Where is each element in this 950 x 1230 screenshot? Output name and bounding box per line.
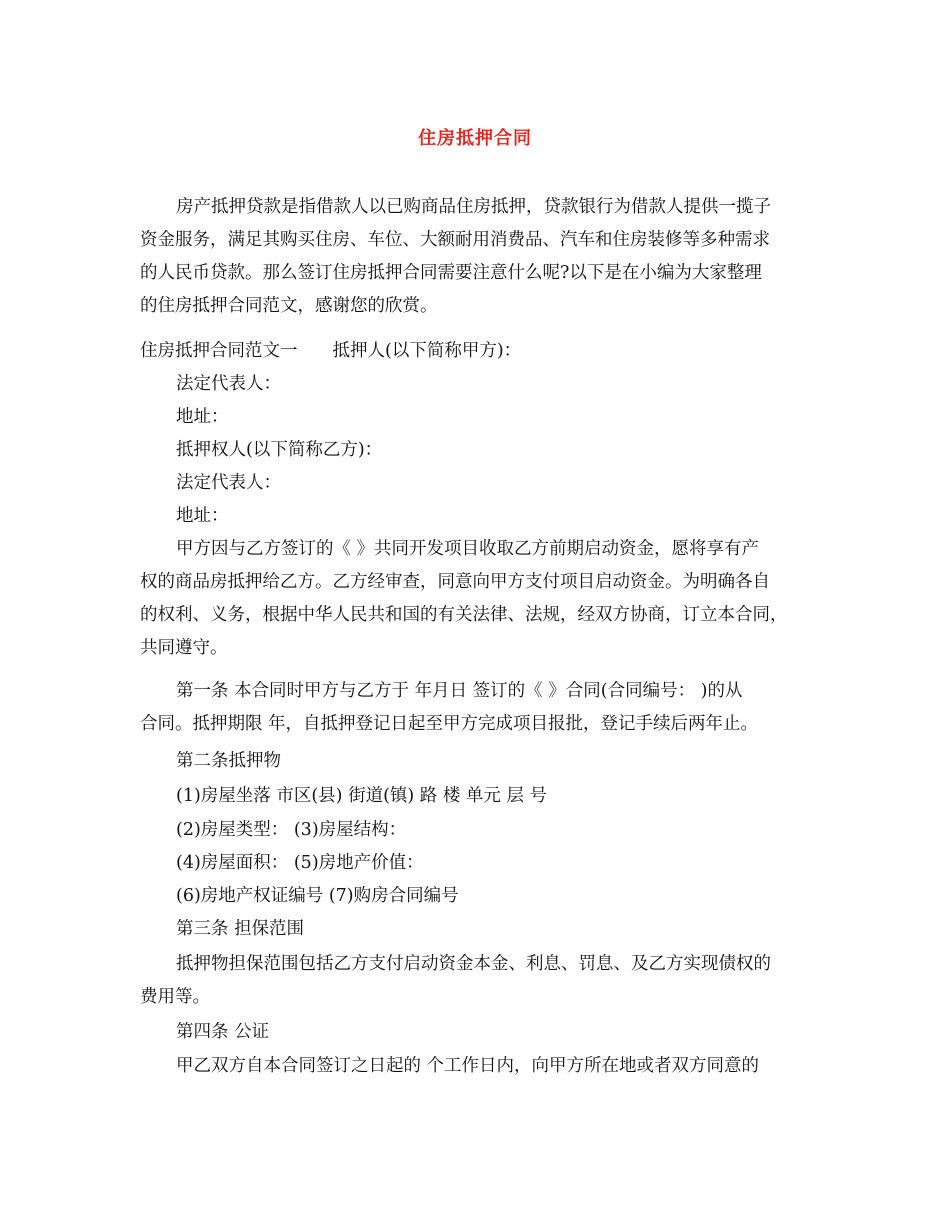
- preamble-line-2: 权的商品房抵押给乙方。乙方经审查，同意向甲方支付项目启动资金。为明确各自: [140, 572, 770, 592]
- document-title: 住房抵押合同: [418, 128, 532, 149]
- mortgagor-legal-rep: 法定代表人：: [176, 374, 281, 394]
- preamble-line-3: 的权利、义务，根据中华人民共和国的有关法律、法规，经双方协商，订立本合同，: [140, 605, 788, 625]
- mortgagee-line: 抵押权人(以下简称乙方)：: [176, 440, 383, 460]
- article-4-line-1: 甲乙双方自本合同签订之日起的 个工作日内，向甲方所在地或者双方同意的: [176, 1056, 760, 1076]
- intro-line-3: 的人民币贷款。那么签订住房抵押合同需要注意什么呢?以下是在小编为大家整理: [140, 263, 762, 283]
- article-2-item-2: (2)房屋类型： (3)房屋结构：: [176, 820, 407, 840]
- article-1-line-2: 合同。抵押期限 年，自抵押登记日起至甲方完成项目报批，登记手续后两年止。: [140, 714, 759, 734]
- mortgagor-address: 地址：: [176, 407, 229, 427]
- intro-line-4: 的住房抵押合同范文，感谢您的欣赏。: [140, 296, 438, 316]
- article-3-line-2: 费用等。: [140, 987, 210, 1007]
- intro-line-2: 资金服务，满足其购买住房、车位、大额耐用消费品、汽车和住房装修等多种需求: [140, 230, 770, 250]
- article-4-heading: 第四条 公证: [176, 1022, 270, 1042]
- article-2-item-1: (1)房屋坐落 市区(县) 街道(镇) 路 楼 单元 层 号: [176, 786, 548, 806]
- article-1-line-1: 第一条 本合同时甲方与乙方于 年月日 签订的《 》合同(合同编号： )的从: [176, 681, 743, 701]
- mortgagee-legal-rep: 法定代表人：: [176, 473, 281, 493]
- article-3-heading: 第三条 担保范围: [176, 919, 305, 939]
- article-3-line-1: 抵押物担保范围包括乙方支付启动资金本金、利息、罚息、及乙方实现债权的: [176, 954, 771, 974]
- sample-heading-line: 住房抵押合同范文一 抵押人(以下简称甲方)：: [140, 341, 522, 361]
- mortgagee-address: 地址：: [176, 506, 229, 526]
- intro-line-1: 房产抵押贷款是指借款人以已购商品住房抵押，贷款银行为借款人提供一揽子: [176, 197, 771, 217]
- preamble-line-4: 共同遵守。: [140, 638, 228, 658]
- article-2-item-4: (6)房地产权证编号 (7)购房合同编号: [176, 886, 459, 906]
- article-2-item-3: (4)房屋面积： (5)房地产价值：: [176, 853, 424, 873]
- article-2-heading: 第二条抵押物: [176, 751, 281, 771]
- preamble-line-1: 甲方因与乙方签订的《 》共同开发项目收取乙方前期启动资金，愿将享有产: [176, 539, 760, 559]
